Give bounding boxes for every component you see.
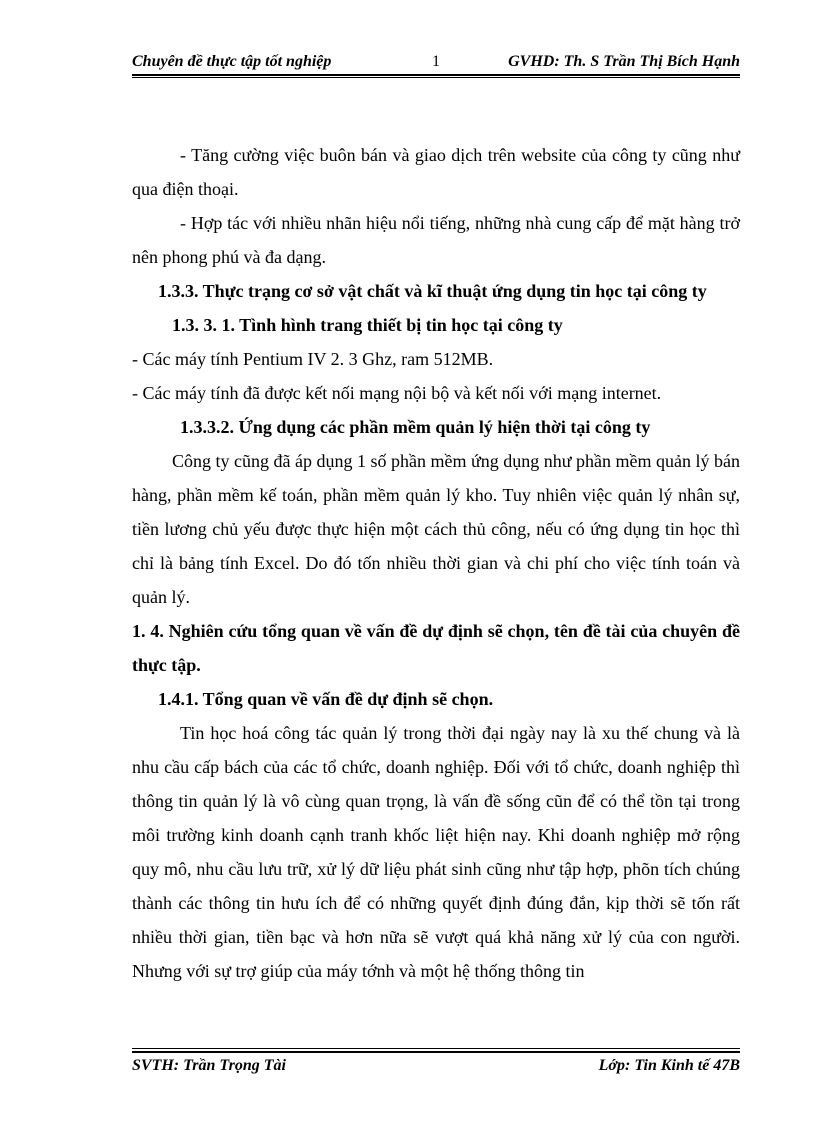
page-header [132, 52, 740, 76]
paragraph-sales-website: - Tăng cường việc buôn bán và giao dịch trên website của công ty cũng như qua điện thoại. [132, 145, 740, 199]
paragraph-overview: Tin học hoá công tác quản lý trong thời đại ngày nay là xu thế chung và là nhu cầu cấp bách của các tổ chức, doanh nghiệp. Đối với tổ chức, doanh nghiệp thì thông tin quản lý là vô cùng quan trọng, là vấn đề sống cũn để có thể tồn tại trong môi trường kinh doanh cạnh tranh khốc liệt hiện nay. Khi doanh nghiệp mở rộng quy mô, nhu cầu lưu trữ, xử lý dữ liệu phát sinh cũng như tập hợp, phõn tích chúng thành các thông tin hưu ích để có những quyết định đúng đắn, kịp thời sẽ tốn rất nhiều thời gian, tiền bạc và hơn nữa sẽ vượt quá khả năng xử lý của con người. Nhưng với sự trợ giúp của máy tớnh và một hệ thống thông tin [132, 723, 740, 981]
header-rule-thick [132, 74, 740, 76]
heading-1-3-3-1: 1.3. 3. 1. Tình hình trang thiết bị tin học tại công ty [172, 315, 563, 335]
bullet-network: - Các máy tính đã được kết nối mạng nội bộ và kết nối với mạng internet. [132, 383, 662, 403]
paragraph-brand-cooperation: - Hợp tác với nhiều nhãn hiệu nổi tiếng, những nhà cung cấp để mặt hàng trở nên phong phú và đa dạng. [132, 213, 740, 267]
heading-1-4-1: 1.4.1. Tổng quan về vấn đề dự định sẽ chọn. [158, 689, 494, 709]
heading-1-3-3-2: 1.3.3.2. Ứng dụng các phần mềm quản lý hiện thời tại công ty [180, 417, 651, 437]
page-footer [132, 1056, 740, 1080]
bullet-pentium: - Các máy tính Pentium IV 2. 3 Ghz, ram 512MB. [132, 349, 494, 369]
header-advisor: GVHD: Th. S Trần Thị Bích Hạnh [508, 53, 740, 70]
heading-1-4: 1. 4. Nghiên cứu tổng quan về vấn đề dự định sẽ chọn, tên đề tài của chuyên đề thực tập. [132, 621, 740, 675]
footer-rule-thick [132, 1051, 740, 1053]
footer-rule-thin [132, 1048, 740, 1049]
heading-1-3-3: 1.3.3. Thực trạng cơ sở vật chất và kĩ thuật ứng dụng tin học tại công ty [158, 281, 707, 301]
footer-student: SVTH: Trần Trọng Tài [132, 1057, 286, 1074]
footer-class: Lớp: Tin Kinh tế 47B [598, 1057, 740, 1074]
header-document-title: Chuyên đề thực tập tốt nghiệp [132, 53, 332, 70]
page-body [132, 138, 740, 988]
header-page-number: 1 [432, 53, 440, 70]
header-rule-thin [132, 77, 740, 78]
paragraph-software: Công ty cũng đã áp dụng 1 số phần mềm ứng dụng như phần mềm quản lý bán hàng, phần mềm kế toán, phần mềm quản lý kho. Tuy nhiên việc quản lý nhân sự, tiền lương chủ yếu được thực hiện một cách thủ công, nếu có ứng dụng tin học thì chỉ là bảng tính Excel. Do đó tốn nhiều thời gian và chi phí cho việc tính toán và quản lý. [132, 451, 740, 607]
